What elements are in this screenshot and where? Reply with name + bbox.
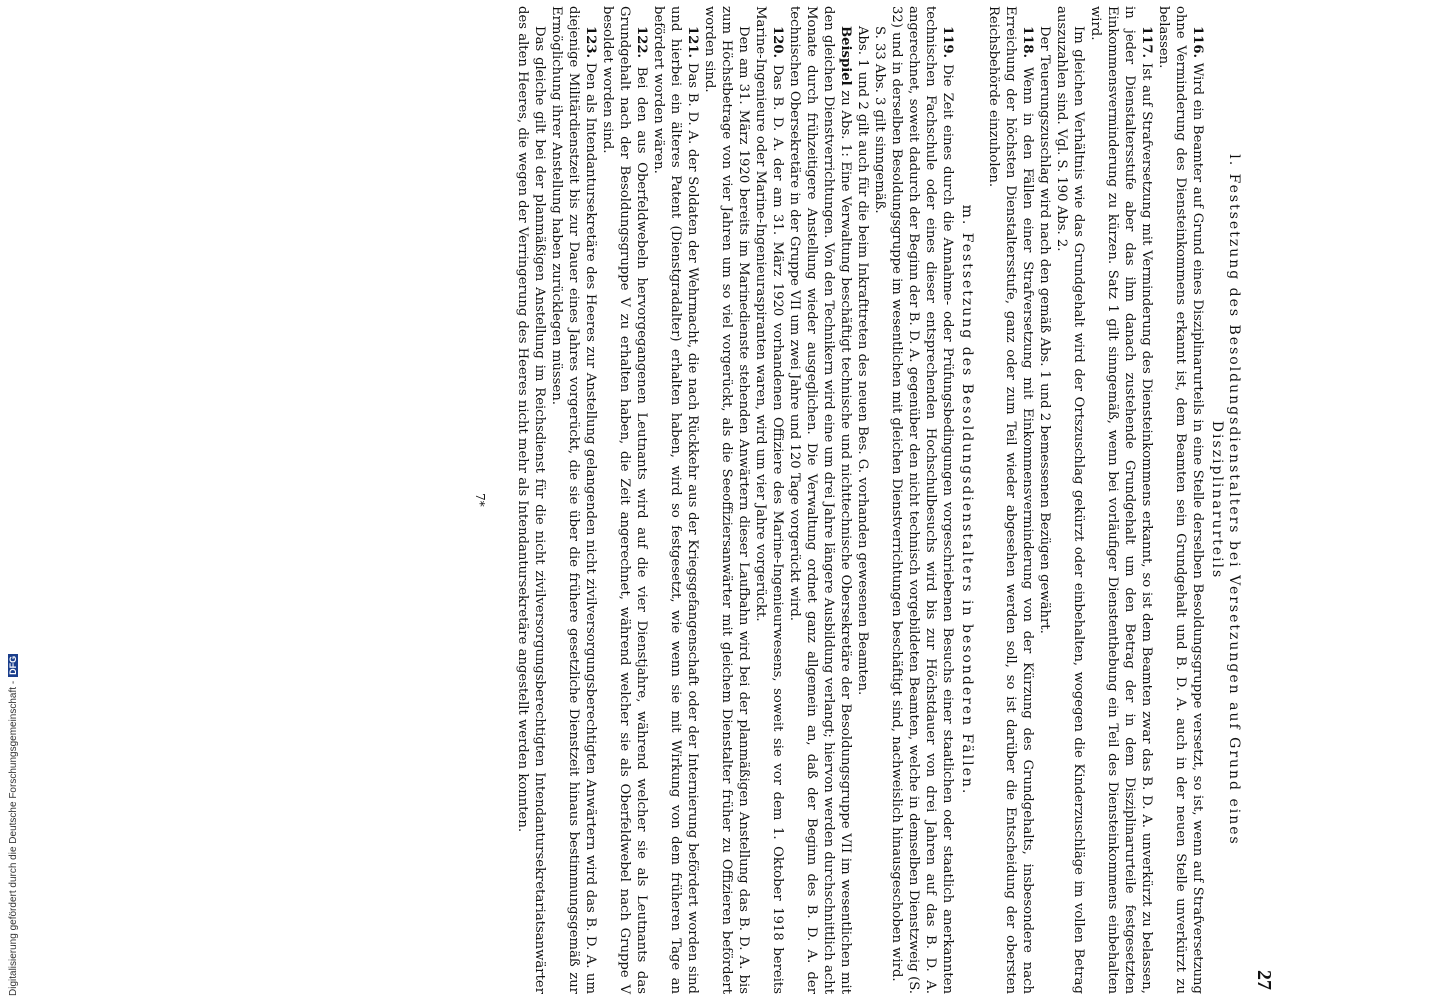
paragraph-number: 119. [940, 26, 955, 59]
paragraph-text: Wird ein Beamter auf Grund eines Disziplinarurteils in eine Stelle derselben Besoldungsgruppe versetzt, so ist, wenn auf Strafversetzung ohne Verminderung des Diensteinkommens erkannt ist, dem Beamten sein Grundgehalt und B. D. A. auch in der neuen Stelle unverkürzt zu belassen. [1156, 6, 1205, 994]
paragraph-122 [599, 6, 650, 994]
example-paragraph [786, 6, 854, 994]
page-header [1252, 6, 1275, 994]
paragraph-text: Das B. D. A. der Soldaten der Wehrmacht, die nach Rückkehr aus der Kriegsgefangenschaft oder der Internierung befördert worden sind und hierbei ein älteres Patent (Dienstgradalter) erhalten haben, wird so festgesetzt, wie wenn sie mit Wirkung von dem früheren Tage an befördert worden wären. [651, 6, 700, 994]
paragraph-text: Das B. D. A. der am 31. März 1920 vorhandenen Offiziere des Marine-Ingenieurwesens, soweit sie vor dem 1. Oktober 1918 bereits Marine-Ingenieure oder Marine-Ingenieuraspiranten waren, wird um vier Jahre vorgerückt. [753, 6, 785, 994]
paragraph-number: 116. [1190, 26, 1205, 59]
footer-credit [8, 654, 19, 996]
paragraph-text: Den als Intendantursekretäre des Heeres zur Anstellung gelangenden nicht zivilversorgungsberechtigten Anwärtern wird das B. D. A. um diejenige Militärdienstzeit bis zur Dauer eines Jahres vorgerückt, die sie über die frühere gesetzliche Dienstzeit hinaus bestimmungsgemäß zur Ermöglichung ihrer Anstellung haben zurücklegen müssen. [549, 6, 598, 994]
footer-strip [0, 0, 19, 1000]
paragraph-117b: Im gleichen Verhältnis wie das Grundgehalt wird der Ortszuschlag gekürzt oder einbehalten, wogegen die Kinderzuschläge im vollen Betrag auszuzahlen sind. Vgl. S. 190 Abs. 2. [1054, 6, 1086, 994]
paragraph-116 [1155, 6, 1206, 994]
rotated-page [292, 6, 1275, 994]
section-l-title-line1: l. Festsetzung des Besoldungsdienstalters bei Versetzungen auf Grund eines [1226, 154, 1242, 846]
paragraph-120 [752, 6, 786, 994]
paragraph-120b: Den am 31. März 1920 bereits im Marinedienste stehenden Anwärtern dieser Laufbahn wird bei der planmäßigen Anstellung das B. D. A. bis zum Höchstbetrage von vier Jahren um so viel vorgerückt, als die Seeoffiziersanwärter mit gleichem Dienstalter früher zu Offizieren befördert worden sind. [702, 6, 751, 994]
paragraph-119c: Abs. 1 und 2 gilt auch für die beim Inkrafttreten des neuen Bes. G. vorhanden gewesenen Beamten. [855, 26, 870, 696]
paragraph-number: 117. [1139, 26, 1154, 59]
page-number: 27 [1253, 970, 1275, 990]
paragraph-text: Ist auf Strafversetzung mit Verminderung des Diensteinkommens erkannt, so ist dem Beamten zwar das B. D. A. unverkürzt zu belassen, in jeder Dienstaltersstufe aber das ihm danach zustehende Grundgehalt um den Betrag der in dem Disziplinarurteile festgesetzten Einkommensverminderung zu kürzen. Satz 1 gilt sinngemäß, wenn bei vorläufiger Dienstenthebung ein Teil des Diensteinkommens einbehalten wird. [1088, 6, 1154, 994]
footer-credit-text: Digitalisierung gefördert durch die Deutsche Forschungsgemeinschaft - [8, 680, 19, 996]
paragraph-number: 118. [1020, 26, 1035, 59]
example-label: Beispiel [838, 26, 853, 86]
paragraph-text: Bei den aus Oberfeldwebeln hervorgegangenen Leutnants wird auf die vier Dienstjahre, während welcher sie als Leutnants das Grundgehalt nach der Besoldungsgruppe V zu erhalten haben, die Zeit angerechnet, während welcher sie als Oberfeldwebel nach Gruppe V besoldet worden sind. [600, 6, 649, 994]
paragraph-text: Wenn in den Fällen einer Strafversetzung mit Einkommensverminderung von der Kürzung des Grundgehalts, insbesondere nach Erreichung der höchsten Dienstaltersstufe, ganz oder zum Teil wieder abgesehen werden soll, so ist darüber die Entscheidung der obersten Reichsbehörde einzuholen. [986, 6, 1035, 994]
paragraph-number: 122. [634, 26, 649, 59]
dfg-logo: DFG [8, 655, 18, 675]
paragraph-number: 123. [583, 26, 598, 59]
paragraph-117c: Der Teuerungszuschlag wird nach den gemäß Abs. 1 und 2 bemessenen Bezügen gewährt. [1037, 26, 1052, 634]
example-text: zu Abs. 1: Eine Verwaltung beschäftigt technische und nichttechnische Obersekretäre der Besoldungsgruppe VII im wesentlichen mit den gleichen Dienstverrichtungen. Von den Technikern wird eine um drei Jahre längere Ausbildung verlangt; hiervon werden durchschnittlich acht Monate durch frühzeitigere Anstellung wieder ausgeglichen. Die Verwaltung ordnet ganz allgemein an, daß der Beginn des B. D. A. der technischen Obersekretäre in der Gruppe VII um zwei Jahre und 120 Tage vorgerückt wird. [787, 6, 853, 994]
paragraph-number: 120. [770, 26, 785, 59]
paragraph-123b: Das gleiche gilt bei der planmäßigen Anstellung im Reichsdienst für die nicht zivilversorgungsberechtigten Intendantursekretariatsanwärter des alten Heeres, die wegen der Verringerung des Heeres nicht mehr als Intendantursekretäre angestellt werden konnten. [515, 6, 547, 994]
paragraph-117 [1087, 6, 1155, 994]
page-scan [292, 0, 1275, 1000]
section-l-title-line2: Disziplinarurteils [1209, 420, 1225, 580]
paragraph-119 [888, 6, 956, 994]
paragraph-118 [985, 6, 1036, 994]
section-l-title [1208, 6, 1242, 994]
paragraph-119b: S. 33 Abs. 3 gilt sinngemäß. [872, 26, 887, 214]
paragraph-123 [548, 6, 599, 994]
paragraph-number: 121. [685, 26, 700, 59]
paragraph-text: Die Zeit eines durch die Annahme- oder Prüfungsbedingungen vorgeschriebenen Besuchs einer staatlichen oder staatlich anerkannten technischen Fachschule oder eines dieser entsprechenden Hochschulbesuchs wird bis zur Höchstdauer von drei Jahren auf das B. D. A. angerechnet, soweit dadurch der Beginn der B. D. A. gegenüber den nicht technisch vorgebildeten Beamten, welche in demselben Dienstzweig (S. 32) und in derselben Besoldungsgruppe im wesentlichen mit gleichen Dienstverrichtungen beschäftigt sind, nachweislich hinausgeschoben wird. [889, 6, 955, 994]
signature-mark: 7* [473, 493, 487, 507]
section-m-title: m. Festsetzung des Besoldungsdienstalters in besonderen Fällen. [959, 204, 975, 796]
paragraph-121 [650, 6, 701, 994]
